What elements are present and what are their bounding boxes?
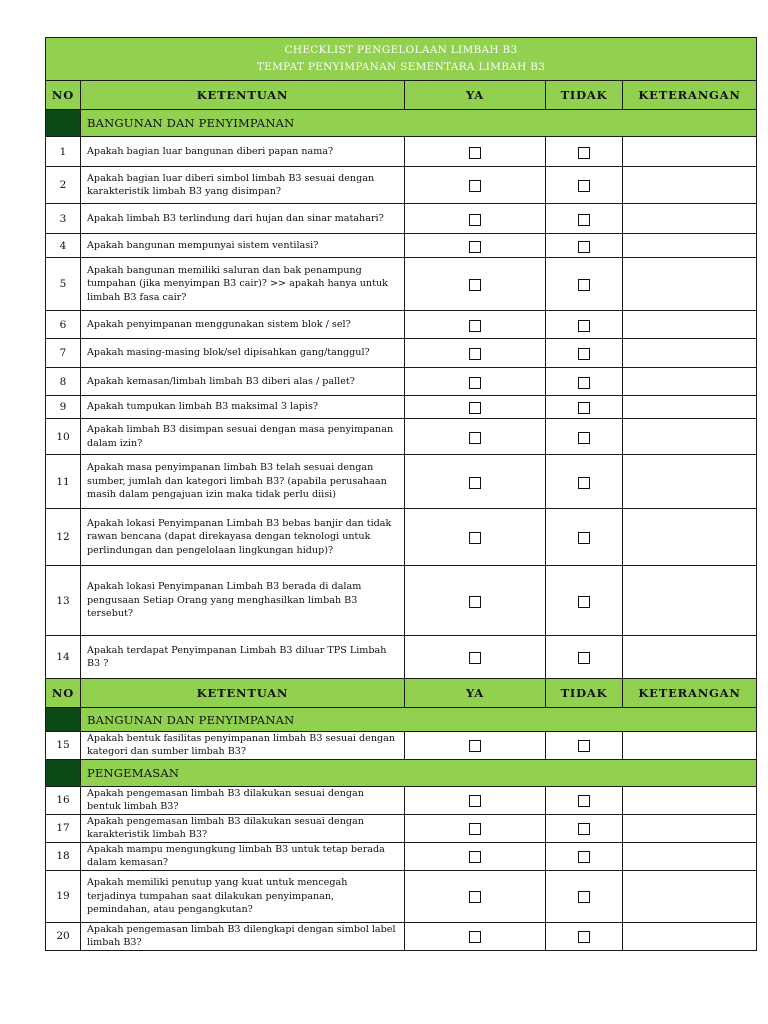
- table-row: [46, 368, 757, 396]
- checkbox-tidak[interactable]: [578, 823, 590, 835]
- checkbox-tidak[interactable]: [578, 279, 590, 291]
- table-row: [46, 204, 757, 234]
- checkbox-ya[interactable]: [469, 740, 481, 752]
- checkbox-ya[interactable]: [469, 180, 481, 192]
- checkbox-ya[interactable]: [469, 596, 481, 608]
- item-question: Apakah pengemasan limbah B3 dilakukan sesuai dengan karakteristik limbah B3?: [81, 814, 405, 842]
- item-number: 7: [46, 339, 81, 368]
- keterangan-cell[interactable]: [623, 636, 757, 679]
- keterangan-cell[interactable]: [623, 566, 757, 636]
- keterangan-cell[interactable]: [623, 339, 757, 368]
- cell-tidak: [546, 204, 623, 234]
- section-marker: [46, 759, 81, 786]
- section-title: BANGUNAN DAN PENYIMPANAN: [81, 708, 757, 732]
- table-row: [46, 842, 757, 870]
- item-number: 6: [46, 311, 81, 339]
- cell-tidak: [546, 814, 623, 842]
- checkbox-ya[interactable]: [469, 851, 481, 863]
- cell-ya: [405, 258, 546, 311]
- checkbox-tidak[interactable]: [578, 348, 590, 360]
- table-row: [46, 137, 757, 167]
- item-question: Apakah limbah B3 disimpan sesuai dengan masa penyimpanan dalam izin?: [81, 419, 405, 455]
- item-number: 13: [46, 566, 81, 636]
- item-question: Apakah masing-masing blok/sel dipisahkan gang/tanggul?: [81, 339, 405, 368]
- cell-tidak: [546, 455, 623, 509]
- item-number: 20: [46, 922, 81, 950]
- cell-ya: [405, 870, 546, 922]
- checkbox-ya[interactable]: [469, 147, 481, 159]
- checkbox-tidak[interactable]: [578, 402, 590, 414]
- item-number: 2: [46, 167, 81, 204]
- keterangan-cell[interactable]: [623, 922, 757, 950]
- column-header-ya: YA: [405, 81, 546, 110]
- cell-tidak: [546, 368, 623, 396]
- checkbox-tidak[interactable]: [578, 377, 590, 389]
- cell-tidak: [546, 922, 623, 950]
- cell-tidak: [546, 396, 623, 419]
- checkbox-tidak[interactable]: [578, 477, 590, 489]
- item-question: Apakah kemasan/limbah limbah B3 diberi alas / pallet?: [81, 368, 405, 396]
- table-row: [46, 311, 757, 339]
- checkbox-tidak[interactable]: [578, 241, 590, 253]
- checkbox-tidak[interactable]: [578, 931, 590, 943]
- title-line-1: CHECKLIST PENGELOLAAN LIMBAH B3: [284, 44, 518, 56]
- checkbox-tidak[interactable]: [578, 740, 590, 752]
- item-question: Apakah memiliki penutup yang kuat untuk mencegah terjadinya tumpahan saat dilakukan penyimpanan, pemindahan, atau pengangkutan?: [81, 870, 405, 922]
- item-question: Apakah lokasi Penyimpanan Limbah B3 berada di dalam pengusaan Setiap Orang yang menghasilkan limbah B3 tersebut?: [81, 566, 405, 636]
- keterangan-cell[interactable]: [623, 258, 757, 311]
- item-question: Apakah lokasi Penyimpanan Limbah B3 bebas banjir dan tidak rawan bencana (dapat direkayasa dengan teknologi untuk perlindungan dan pengelolaan lingkungan hidup)?: [81, 509, 405, 566]
- item-number: 17: [46, 814, 81, 842]
- cell-ya: [405, 636, 546, 679]
- checklist-table: [45, 37, 757, 951]
- item-number: 16: [46, 786, 81, 814]
- cell-tidak: [546, 167, 623, 204]
- item-question: Apakah tumpukan limbah B3 maksimal 3 lapis?: [81, 396, 405, 419]
- checkbox-tidak[interactable]: [578, 596, 590, 608]
- checkbox-tidak[interactable]: [578, 795, 590, 807]
- title-line-2: TEMPAT PENYIMPANAN SEMENTARA LIMBAH B3: [256, 61, 546, 73]
- column-header-keterangan: KETERANGAN: [623, 81, 757, 110]
- cell-ya: [405, 786, 546, 814]
- checkbox-ya[interactable]: [469, 891, 481, 903]
- column-header-no: NO: [46, 679, 81, 708]
- item-question: Apakah masa penyimpanan limbah B3 telah sesuai dengan sumber, jumlah dan kategori limbah B3? (apabila perusahaan masih dalam pengajuan izin maka tidak perlu diisi): [81, 455, 405, 509]
- column-header-row: [46, 81, 757, 110]
- item-question: Apakah pengemasan limbah B3 dilakukan sesuai dengan bentuk limbah B3?: [81, 786, 405, 814]
- cell-tidak: [546, 636, 623, 679]
- item-number: 15: [46, 732, 81, 760]
- keterangan-cell[interactable]: [623, 509, 757, 566]
- cell-tidak: [546, 419, 623, 455]
- item-question: Apakah limbah B3 terlindung dari hujan dan sinar matahari?: [81, 204, 405, 234]
- table-row: [46, 786, 757, 814]
- keterangan-cell[interactable]: [623, 167, 757, 204]
- cell-tidak: [546, 311, 623, 339]
- item-number: 4: [46, 234, 81, 258]
- checkbox-tidak[interactable]: [578, 147, 590, 159]
- cell-ya: [405, 922, 546, 950]
- item-number: 8: [46, 368, 81, 396]
- checkbox-ya[interactable]: [469, 241, 481, 253]
- item-number: 11: [46, 455, 81, 509]
- item-question: Apakah pengemasan limbah B3 dilengkapi dengan simbol label limbah B3?: [81, 922, 405, 950]
- checkbox-tidak[interactable]: [578, 851, 590, 863]
- section-marker: [46, 110, 81, 137]
- item-question: Apakah mampu mengungkung limbah B3 untuk tetap berada dalam kemasan?: [81, 842, 405, 870]
- document-title: [46, 38, 757, 81]
- checkbox-tidak[interactable]: [578, 214, 590, 226]
- cell-ya: [405, 204, 546, 234]
- checkbox-ya[interactable]: [469, 214, 481, 226]
- section-row-pengemasan: [46, 759, 757, 786]
- item-number: 10: [46, 419, 81, 455]
- cell-tidak: [546, 842, 623, 870]
- cell-tidak: [546, 732, 623, 760]
- cell-ya: [405, 566, 546, 636]
- checkbox-ya[interactable]: [469, 432, 481, 444]
- keterangan-cell[interactable]: [623, 419, 757, 455]
- item-question: Apakah bagian luar bangunan diberi papan nama?: [81, 137, 405, 167]
- cell-ya: [405, 455, 546, 509]
- column-header-ketentuan: KETENTUAN: [81, 81, 405, 110]
- table-row: [46, 455, 757, 509]
- keterangan-cell[interactable]: [623, 455, 757, 509]
- checkbox-tidak[interactable]: [578, 320, 590, 332]
- column-header-tidak: TIDAK: [546, 679, 623, 708]
- keterangan-cell[interactable]: [623, 204, 757, 234]
- cell-ya: [405, 842, 546, 870]
- checkbox-ya[interactable]: [469, 377, 481, 389]
- cell-ya: [405, 419, 546, 455]
- title-row: [46, 38, 757, 81]
- cell-tidak: [546, 786, 623, 814]
- section-title: PENGEMASAN: [81, 759, 757, 786]
- keterangan-cell[interactable]: [623, 368, 757, 396]
- table-row: [46, 509, 757, 566]
- keterangan-cell[interactable]: [623, 137, 757, 167]
- keterangan-cell[interactable]: [623, 842, 757, 870]
- keterangan-cell[interactable]: [623, 732, 757, 760]
- column-header-ya: YA: [405, 679, 546, 708]
- cell-ya: [405, 234, 546, 258]
- section-marker: [46, 708, 81, 732]
- section-row-bangunan: [46, 110, 757, 137]
- checkbox-tidak[interactable]: [578, 180, 590, 192]
- item-question: Apakah penyimpanan menggunakan sistem blok / sel?: [81, 311, 405, 339]
- column-header-keterangan: KETERANGAN: [623, 679, 757, 708]
- cell-ya: [405, 509, 546, 566]
- cell-tidak: [546, 339, 623, 368]
- cell-tidak: [546, 234, 623, 258]
- table-row: [46, 732, 757, 760]
- checkbox-tidak[interactable]: [578, 891, 590, 903]
- table-row: [46, 922, 757, 950]
- item-question: Apakah terdapat Penyimpanan Limbah B3 diluar TPS Limbah B3 ?: [81, 636, 405, 679]
- table-row: [46, 636, 757, 679]
- table-row: [46, 870, 757, 922]
- cell-tidak: [546, 509, 623, 566]
- item-number: 5: [46, 258, 81, 311]
- cell-ya: [405, 311, 546, 339]
- cell-ya: [405, 396, 546, 419]
- item-number: 14: [46, 636, 81, 679]
- item-question: Apakah bangunan memiliki saluran dan bak penampung tumpahan (jika menyimpan B3 cair)? >> apakah hanya untuk limbah B3 fasa cair?: [81, 258, 405, 311]
- section-row-bangunan: [46, 708, 757, 732]
- column-header-row: [46, 679, 757, 708]
- cell-ya: [405, 167, 546, 204]
- checkbox-ya[interactable]: [469, 652, 481, 664]
- cell-ya: [405, 339, 546, 368]
- column-header-tidak: TIDAK: [546, 81, 623, 110]
- table-row: [46, 419, 757, 455]
- checkbox-tidak[interactable]: [578, 432, 590, 444]
- cell-tidak: [546, 258, 623, 311]
- item-number: 9: [46, 396, 81, 419]
- keterangan-cell[interactable]: [623, 396, 757, 419]
- table-row: [46, 814, 757, 842]
- item-number: 1: [46, 137, 81, 167]
- cell-tidak: [546, 870, 623, 922]
- cell-tidak: [546, 137, 623, 167]
- checkbox-tidak[interactable]: [578, 652, 590, 664]
- checkbox-ya[interactable]: [469, 477, 481, 489]
- item-number: 18: [46, 842, 81, 870]
- item-question: Apakah bentuk fasilitas penyimpanan limbah B3 sesuai dengan kategori dan sumber limbah B3?: [81, 732, 405, 760]
- column-header-ketentuan: KETENTUAN: [81, 679, 405, 708]
- cell-tidak: [546, 566, 623, 636]
- checkbox-ya[interactable]: [469, 320, 481, 332]
- keterangan-cell[interactable]: [623, 234, 757, 258]
- table-row: [46, 234, 757, 258]
- table-row: [46, 396, 757, 419]
- table-row: [46, 167, 757, 204]
- table-row: [46, 339, 757, 368]
- checkbox-ya[interactable]: [469, 348, 481, 360]
- checkbox-ya[interactable]: [469, 532, 481, 544]
- keterangan-cell[interactable]: [623, 311, 757, 339]
- checkbox-tidak[interactable]: [578, 532, 590, 544]
- item-question: Apakah bagian luar diberi simbol limbah B3 sesuai dengan karakteristik limbah B3 yang disimpan?: [81, 167, 405, 204]
- item-number: 3: [46, 204, 81, 234]
- item-number: 19: [46, 870, 81, 922]
- checkbox-ya[interactable]: [469, 279, 481, 291]
- section-title: BANGUNAN DAN PENYIMPANAN: [81, 110, 757, 137]
- cell-ya: [405, 814, 546, 842]
- keterangan-cell[interactable]: [623, 814, 757, 842]
- keterangan-cell[interactable]: [623, 786, 757, 814]
- column-header-no: NO: [46, 81, 81, 110]
- cell-ya: [405, 137, 546, 167]
- cell-ya: [405, 732, 546, 760]
- table-row: [46, 258, 757, 311]
- checkbox-ya[interactable]: [469, 931, 481, 943]
- item-question: Apakah bangunan mempunyai sistem ventilasi?: [81, 234, 405, 258]
- item-number: 12: [46, 509, 81, 566]
- keterangan-cell[interactable]: [623, 870, 757, 922]
- checkbox-ya[interactable]: [469, 795, 481, 807]
- table-row: [46, 566, 757, 636]
- checkbox-ya[interactable]: [469, 823, 481, 835]
- checkbox-ya[interactable]: [469, 402, 481, 414]
- cell-ya: [405, 368, 546, 396]
